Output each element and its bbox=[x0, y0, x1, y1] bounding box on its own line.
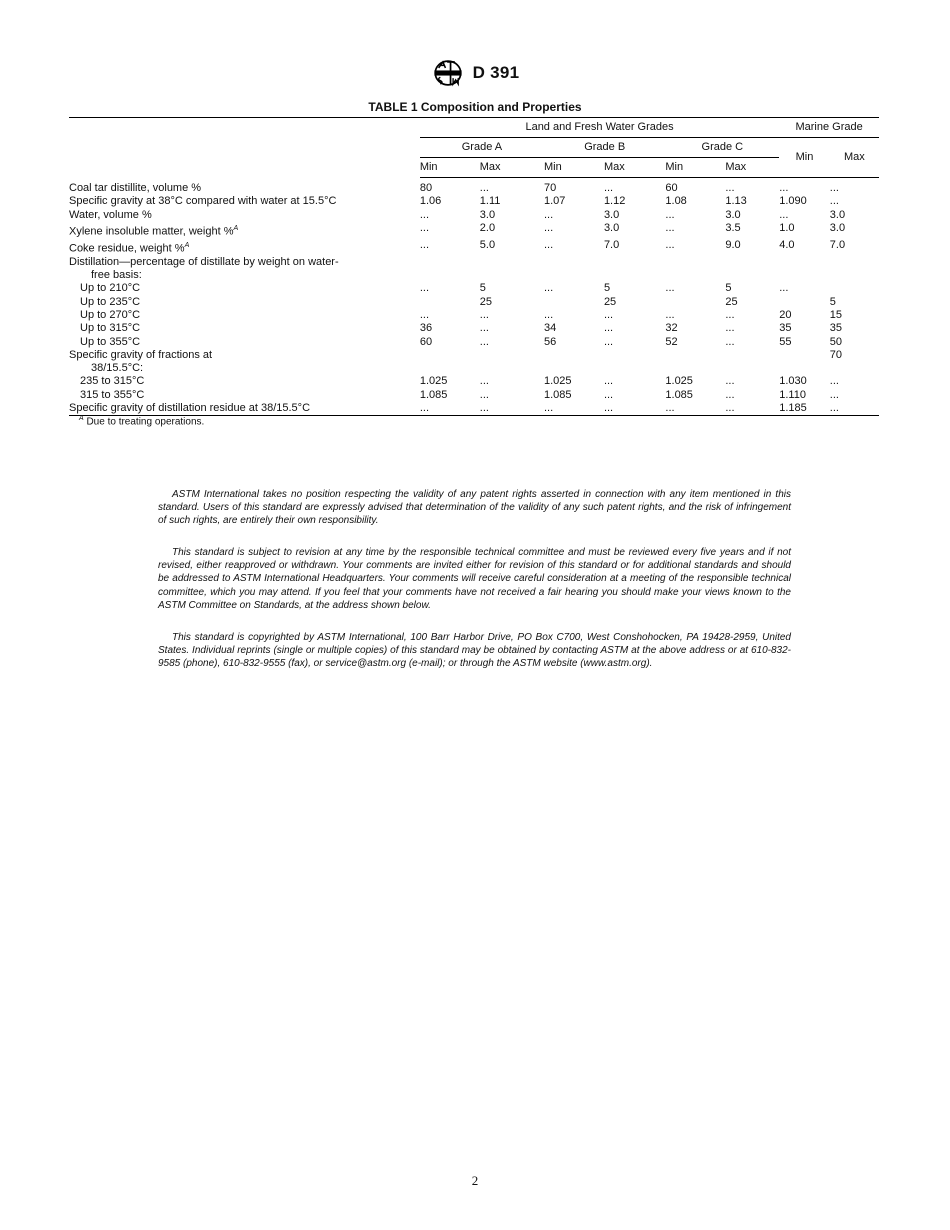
table-cell: 1.13 bbox=[725, 195, 747, 208]
table-row bbox=[69, 375, 879, 388]
table-cell: ... bbox=[779, 282, 789, 295]
table-cell: 5 bbox=[479, 282, 486, 295]
table-cell: ... bbox=[830, 402, 879, 416]
header-logo-group bbox=[431, 58, 520, 88]
table-row bbox=[69, 336, 879, 349]
table-cell: ... bbox=[603, 388, 614, 401]
table-cell bbox=[480, 256, 544, 269]
table-cell: 25 bbox=[603, 295, 617, 308]
table-cell: ... bbox=[603, 308, 614, 321]
table-cell: ... bbox=[665, 238, 675, 251]
row-label-text: Water, volume % bbox=[69, 208, 152, 221]
table-cell: 3.0 bbox=[829, 208, 846, 221]
table-row bbox=[69, 362, 879, 375]
table-title: TABLE 1 Composition and Properties bbox=[368, 100, 582, 114]
table-cell: ... bbox=[779, 182, 789, 194]
footnote-ref: A bbox=[233, 224, 239, 232]
table-cell: 1.085 bbox=[665, 388, 693, 401]
table-cell: 3.0 bbox=[603, 208, 620, 221]
grade-a-min-header: Min bbox=[420, 158, 480, 178]
table-cell: 36 bbox=[419, 322, 433, 335]
table-cell: 1.085 bbox=[544, 388, 572, 401]
composition-table bbox=[69, 117, 879, 416]
row-label bbox=[69, 239, 420, 256]
table-row bbox=[69, 269, 879, 282]
table-cell: ... bbox=[420, 402, 480, 416]
table-cell: ... bbox=[725, 375, 735, 388]
row-label-text: Specific gravity at 38°C compared with water at 15.5°C bbox=[69, 195, 337, 208]
row-label-text: Up to 355°C bbox=[80, 335, 141, 348]
copyright-notice: This standard is copyrighted by ASTM International, 100 Barr Harbor Drive, PO Box C700, West Conshohocken, PA 19428-2959, United States. Individual reprints (single or multiple copies) of this standard may be obtained by contacting ASTM at the above address or at 610-832-9585 (phone), 610-832-9555 (fax), or service@astm.org (e-mail); or through the ASTM website (www.astm.org). bbox=[158, 632, 791, 670]
table-cell: ... bbox=[829, 388, 839, 401]
table-cell bbox=[725, 349, 779, 362]
row-label bbox=[69, 336, 420, 349]
table-cell: ... bbox=[479, 308, 489, 321]
table-cell: ... bbox=[779, 208, 789, 221]
table-cell bbox=[604, 256, 665, 269]
row-label-text: Xylene insoluble matter, weight % bbox=[69, 225, 234, 238]
row-label bbox=[69, 402, 420, 416]
grade-c-max-header: Max bbox=[725, 158, 779, 178]
table-cell: 35 bbox=[779, 322, 792, 335]
table-cell bbox=[480, 362, 544, 375]
table-cell: 1.090 bbox=[779, 195, 807, 208]
table-cell: ... bbox=[419, 208, 429, 221]
table-cell bbox=[480, 269, 544, 282]
table-cell bbox=[725, 256, 779, 269]
row-label bbox=[69, 322, 420, 335]
table-cell: 32 bbox=[665, 322, 678, 335]
table-cell: 5 bbox=[829, 295, 836, 308]
table-cell: ... bbox=[829, 182, 839, 194]
table-cell: 52 bbox=[665, 335, 678, 348]
grade-b-header: Grade B bbox=[544, 138, 665, 158]
grade-b-max-header: Max bbox=[604, 158, 665, 178]
grade-a-header: Grade A bbox=[420, 138, 544, 158]
row-label bbox=[69, 349, 420, 362]
table-cell bbox=[544, 256, 604, 269]
table-cell: ... bbox=[725, 308, 735, 321]
row-label bbox=[69, 195, 420, 208]
table-row bbox=[69, 309, 879, 322]
table-row bbox=[69, 296, 879, 309]
table-row bbox=[69, 282, 879, 295]
row-label-text: Up to 210°C bbox=[80, 282, 141, 295]
table-cell: ... bbox=[603, 335, 614, 348]
table-cell: 1.030 bbox=[779, 375, 807, 388]
table-cell: 56 bbox=[544, 335, 557, 348]
table-cell bbox=[544, 269, 604, 282]
document-header bbox=[0, 58, 950, 93]
table-cell: 1.025 bbox=[544, 375, 572, 388]
row-label-text: Coal tar distillite, volume % bbox=[69, 181, 202, 194]
table-cell: 1.025 bbox=[665, 375, 693, 388]
revision-notice: This standard is subject to revision at any time by the responsible technical committee and must be reviewed every five years and if not revised, either reapproved or withdrawn. Your comments are invited either for revision of this standard or for additional standards and should be addressed to ASTM International Headquarters. Your comments will receive careful consideration at a meeting of the responsible technical committee, which you may attend. If you feel that your comments have not received a fair hearing you should make your views known to the ASTM Committee on Standards, at the address shown below. bbox=[158, 547, 791, 611]
table-cell: ... bbox=[725, 402, 779, 416]
table-cell: ... bbox=[480, 402, 544, 416]
table-cell: 4.0 bbox=[779, 238, 795, 251]
table-cell: ... bbox=[603, 375, 614, 388]
table-cell: 5 bbox=[725, 282, 732, 295]
table-cell: 1.110 bbox=[779, 388, 806, 401]
table-row bbox=[69, 389, 879, 402]
table-cell: ... bbox=[419, 308, 429, 321]
row-label bbox=[69, 309, 420, 322]
table-cell: 5.0 bbox=[479, 238, 496, 251]
table-cell: 3.0 bbox=[479, 208, 496, 221]
table-cell bbox=[830, 256, 879, 269]
table-cell bbox=[420, 256, 480, 269]
group-land-header: Land and Fresh Water Grades bbox=[420, 118, 779, 138]
table-cell bbox=[420, 296, 480, 309]
table-row bbox=[69, 256, 879, 269]
row-label-text: Coke residue, weight % bbox=[69, 242, 185, 255]
table-cell: ... bbox=[829, 195, 839, 208]
row-label-text: Up to 270°C bbox=[80, 308, 141, 321]
patent-notice: ASTM International takes no position respecting the validity of any patent rights asserted in connection with any item mentioned in this standard. Users of this standard are expressly advised that determination of the validity of any such patent rights, and the risk of infringement of such rights, are entirely their own responsibility. bbox=[158, 489, 791, 527]
table-cell: ... bbox=[479, 388, 489, 401]
table-cell: 1.12 bbox=[603, 195, 626, 208]
table-cell bbox=[544, 362, 604, 375]
table-cell: 9.0 bbox=[725, 238, 741, 251]
table-cell bbox=[779, 269, 830, 282]
table-cell bbox=[725, 362, 779, 375]
table-cell: ... bbox=[725, 182, 735, 194]
table-cell bbox=[420, 269, 480, 282]
row-label-text: free basis: bbox=[91, 269, 142, 282]
table-cell bbox=[665, 296, 725, 309]
table-cell bbox=[779, 362, 830, 375]
table-cell bbox=[830, 269, 879, 282]
table-cell: 1.11 bbox=[479, 195, 501, 208]
table-cell bbox=[830, 362, 879, 375]
table-cell: ... bbox=[665, 282, 675, 295]
table-cell: ... bbox=[665, 208, 675, 221]
table-cell: 1.085 bbox=[419, 388, 448, 401]
marine-max-header: Max bbox=[830, 138, 879, 178]
footnote-mark: A bbox=[79, 415, 84, 422]
table-cell: ... bbox=[419, 282, 429, 295]
row-label-text: Distillation—percentage of distillate by weight on water- bbox=[69, 255, 339, 268]
table-cell: 2.0 bbox=[479, 221, 496, 234]
table-cell: 3.0 bbox=[603, 221, 620, 234]
table-cell: 1.06 bbox=[419, 195, 442, 208]
table-cell: ... bbox=[725, 335, 735, 348]
table-cell: ... bbox=[603, 322, 614, 335]
table-cell: ... bbox=[603, 182, 614, 194]
table-cell: 25 bbox=[725, 295, 738, 308]
table-cell: ... bbox=[544, 308, 554, 321]
table-cell: 70 bbox=[829, 348, 843, 361]
row-label bbox=[69, 362, 420, 375]
table-cell: 1.0 bbox=[779, 221, 795, 234]
row-label bbox=[69, 222, 420, 239]
table-cell: 5 bbox=[603, 282, 611, 295]
astm-logo-icon bbox=[431, 58, 465, 88]
table-cell bbox=[480, 349, 544, 362]
table-cell bbox=[830, 282, 879, 295]
table-cell: 60 bbox=[665, 182, 678, 194]
table-cell: 50 bbox=[829, 335, 843, 348]
table-row bbox=[69, 349, 879, 362]
table-row bbox=[69, 178, 879, 196]
row-label-text: Specific gravity of distillation residue at 38/15.5°C bbox=[69, 402, 311, 415]
table-cell: ... bbox=[479, 335, 489, 348]
table-cell bbox=[725, 269, 779, 282]
grade-b-min-header: Min bbox=[544, 158, 604, 178]
table-row bbox=[69, 239, 879, 256]
table-cell: 7.0 bbox=[603, 238, 620, 251]
row-label bbox=[69, 256, 420, 269]
table-cell: 1.185 bbox=[779, 402, 830, 416]
group-marine-header: Marine Grade bbox=[779, 118, 879, 138]
table-row bbox=[69, 222, 879, 239]
table-cell: 7.0 bbox=[829, 238, 846, 251]
table-cell: ... bbox=[479, 375, 489, 388]
page-number: 2 bbox=[471, 1173, 479, 1188]
table-cell: 3.0 bbox=[829, 221, 846, 234]
row-label bbox=[69, 282, 420, 295]
table-cell: 35 bbox=[829, 322, 843, 335]
table-cell: ... bbox=[544, 238, 554, 251]
table-cell: ... bbox=[665, 221, 675, 234]
table-cell: ... bbox=[544, 208, 554, 221]
table-cell: ... bbox=[725, 322, 735, 335]
table-cell bbox=[604, 349, 665, 362]
standard-designation: D 391 bbox=[472, 63, 520, 82]
table-cell: ... bbox=[544, 221, 554, 234]
table-cell: 70 bbox=[544, 182, 557, 194]
table-cell: 80 bbox=[419, 182, 433, 194]
footnote-ref: A bbox=[184, 241, 190, 249]
table-footnote bbox=[79, 415, 204, 427]
table-cell bbox=[665, 269, 725, 282]
table-corner bbox=[69, 118, 420, 178]
table-cell: ... bbox=[665, 308, 675, 321]
table-cell bbox=[779, 349, 830, 362]
table-cell: 34 bbox=[544, 322, 557, 335]
table-cell bbox=[665, 362, 725, 375]
table-cell: 15 bbox=[829, 308, 843, 321]
table-cell: ... bbox=[479, 322, 489, 335]
table-cell bbox=[779, 256, 830, 269]
footnote-text: Due to treating operations. bbox=[86, 416, 205, 428]
table-cell bbox=[604, 362, 665, 375]
table-cell bbox=[420, 349, 480, 362]
table-cell: ... bbox=[479, 182, 489, 194]
grade-c-header: Grade C bbox=[665, 138, 779, 158]
table-cell: 3.5 bbox=[725, 221, 741, 234]
table-cell bbox=[665, 256, 725, 269]
marine-min-header: Min bbox=[779, 138, 830, 178]
table-cell bbox=[779, 296, 830, 309]
table-cell bbox=[604, 269, 665, 282]
table-cell: 3.0 bbox=[725, 208, 741, 221]
table-cell: ... bbox=[665, 402, 725, 416]
table-cell bbox=[665, 349, 725, 362]
row-label bbox=[69, 296, 420, 309]
row-label bbox=[69, 375, 420, 388]
row-label bbox=[69, 389, 420, 402]
row-label-text: 235 to 315°C bbox=[80, 375, 145, 388]
table-cell: 1.08 bbox=[665, 195, 687, 208]
table-cell bbox=[544, 296, 604, 309]
row-label-text: 38/15.5°C: bbox=[91, 362, 144, 375]
table-cell: ... bbox=[725, 388, 735, 401]
row-label bbox=[69, 178, 420, 196]
row-label bbox=[69, 209, 420, 222]
table-cell: ... bbox=[419, 238, 429, 251]
table-cell: 1.07 bbox=[544, 195, 566, 208]
table-cell: 25 bbox=[479, 295, 493, 308]
table-cell: ... bbox=[604, 402, 665, 416]
table-cell: 20 bbox=[779, 308, 792, 321]
row-label-text: Up to 315°C bbox=[80, 322, 141, 335]
table-cell: ... bbox=[419, 221, 429, 234]
row-label-text: Specific gravity of fractions at bbox=[69, 348, 213, 361]
table-body bbox=[69, 178, 879, 416]
table-cell: 1.025 bbox=[419, 375, 448, 388]
table-cell bbox=[420, 362, 480, 375]
row-label bbox=[69, 269, 420, 282]
table-row bbox=[69, 209, 879, 222]
grade-c-min-header: Min bbox=[665, 158, 725, 178]
table-cell: 60 bbox=[419, 335, 433, 348]
table-row bbox=[69, 195, 879, 208]
grade-a-max-header: Max bbox=[480, 158, 544, 178]
table-cell: ... bbox=[544, 402, 604, 416]
table-row bbox=[69, 402, 879, 416]
table-row bbox=[69, 322, 879, 335]
table-cell bbox=[544, 349, 604, 362]
row-label-text: Up to 235°C bbox=[80, 295, 141, 308]
table-cell: 55 bbox=[779, 335, 792, 348]
row-label-text: 315 to 355°C bbox=[80, 388, 145, 401]
table-cell: ... bbox=[544, 282, 554, 295]
table-cell: ... bbox=[829, 375, 839, 388]
